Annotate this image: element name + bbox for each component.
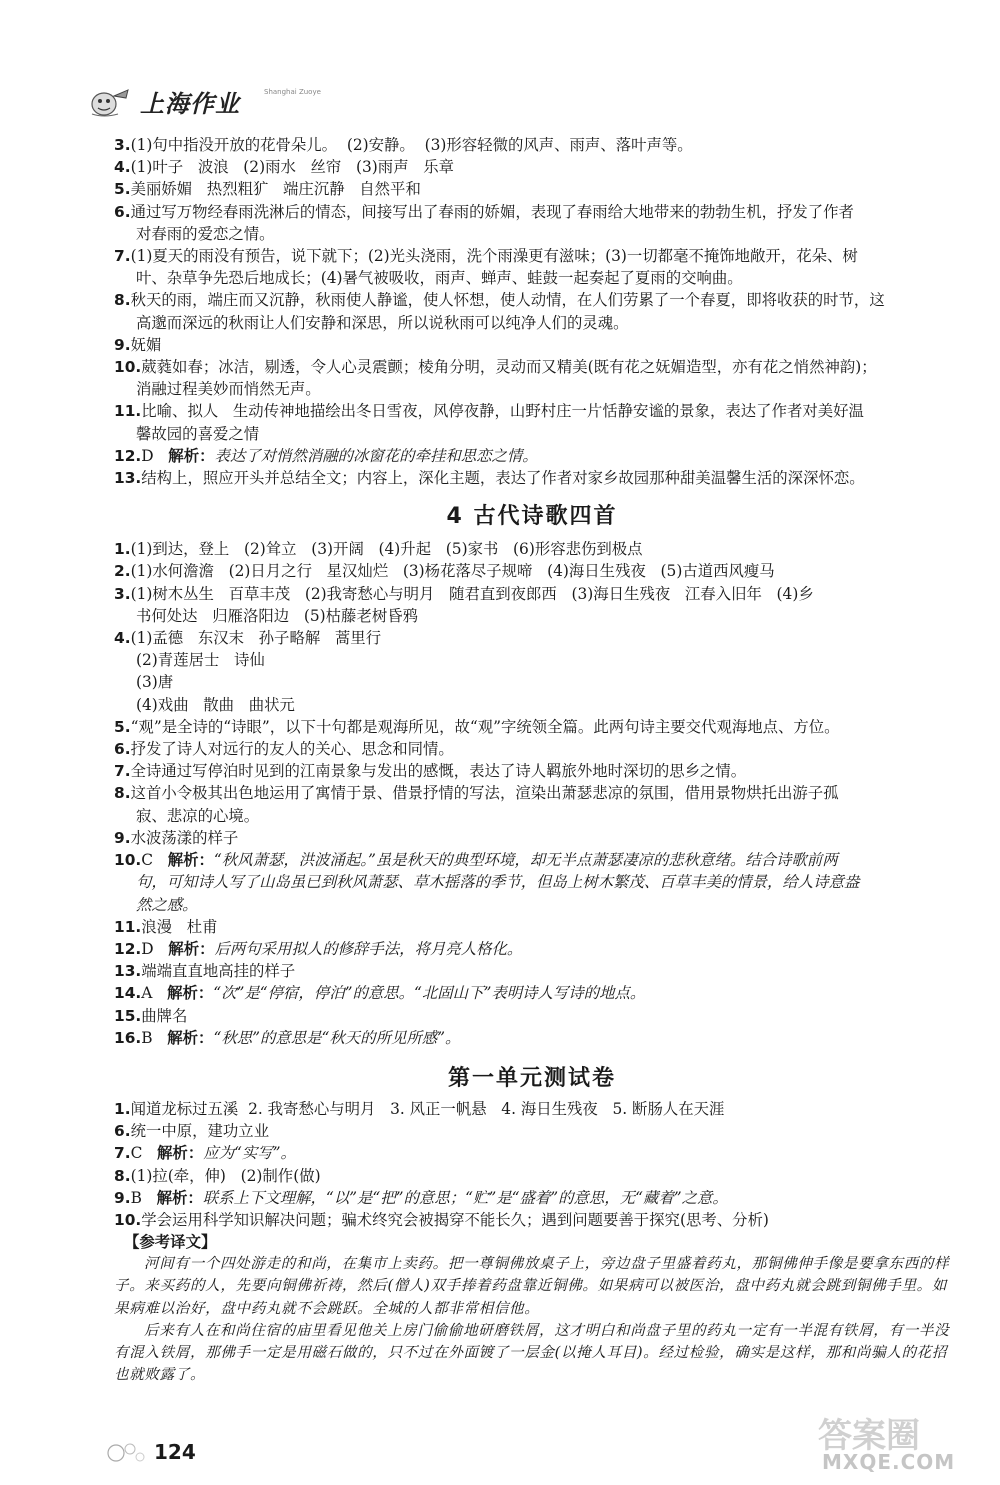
answer-item: 9.妩媚 [114,335,162,354]
answer-item: 6.抒发了诗人对远行的友人的关心、思念和同情。 [114,740,454,759]
answer-item: 10.C 解析：“秋风萧瑟，洪波涌起。”虽是秋天的典型环境，却无半点萧瑟凄凉的悲秋意绪。结合诗歌前两 [114,851,838,870]
answer-item: 3.(1)树木丛生 百草丰茂 (2)我寄愁心与明月 随君直到夜郎西 (3)海日生残夜 江春入旧年 (4)乡 [114,584,814,603]
answer-block-2 [114,538,950,849]
answer-item: 13.结构上，照应开头并总结全文；内容上，深化主题，表达了作者对家乡故园那种甜美温馨生活的深深怀恋。 [114,469,865,488]
answer-item: 7.(1)夏天的雨没有预告，说下就下；(2)光头浇雨，洗个雨澡更有滋味；(3)一切都毫不掩饰地敞开，花朵、树 [114,247,858,266]
watermark-text: 答案圈 [818,1416,920,1456]
section-title: 第一单元测试卷 [447,1065,616,1091]
answer-item: 12.D 解析：后两句采用拟人的修辞手法，将月亮人格化。 [114,939,523,958]
answer-item-continued: 馨故园的喜爱之情 [136,424,260,443]
answer-item: 1.(1)到达，登上 (2)耸立 (3)开阔 (4)升起 (5)家书 (6)形容悲伤到极点 [114,540,643,559]
answer-item-continued: 然之感。 [136,895,198,914]
brand-title: 上海作业 [140,90,240,118]
reference-paragraph: 河间有一个四处游走的和尚，在集市上卖药。把一尊铜佛放桌子上，旁边盘子里盛着药丸，那铜佛伸手像是要拿东西的样子。来买药的人，先要向铜佛祈祷，然后(僧人)双手捧着药盘靠近铜佛。如果病可以被医治，盘中药丸就会跳到铜佛手里。如果病难以治好，盘中药丸就不会跳跃。全城的人都非常相信他。 [114,1255,950,1317]
answer-item: 8.这首小令极其出色地运用了寓情于景、借景抒情的写法，渲染出萧瑟悲凉的氛围，借用景物烘托出游子孤 [114,784,839,803]
answer-item-continued: (4)戏曲 散曲 曲状元 [136,695,295,714]
answer-item-continued: 消融过程美妙而悄然无声。 [136,380,321,399]
answer-block-3 [114,1098,950,1142]
footer-decoration-icon [104,1440,152,1466]
answer-item-continued: 句，可知诗人写了山岛虽已到秋风萧瑟、草木摇落的季节，但岛上树木繁茂、百草丰美的情景，给人诗意盎 [136,873,860,892]
watermark-url: MXQE.COM [822,1450,956,1474]
answer-item: 10.学会运用科学知识解决问题；骗术终究会被揭穿不能长久；遇到问题要善于探究(思考、分析) [114,1210,769,1229]
answer-item-continued: 叶、杂草争先恐后地成长；(4)暑气被吸收，雨声、蝉声、蛙鼓一起奏起了夏雨的交响曲。 [136,269,743,288]
answer-block-1 [114,134,950,445]
answer-item: 6.通过写万物经春雨洗淋后的情态，间接写出了春雨的娇媚，表现了春雨给大地带来的勃勃生机，抒发了作者 [114,202,854,221]
reference-translation-title: 【参考译文】 [124,1233,217,1252]
reference-paragraph: 后来有人在和尚住宿的庙里看见他关上房门偷偷地研磨铁屑，这才明白和尚盘子里的药丸一定有一半混有铁屑，有一半没有混入铁屑，那佛手一定是用磁石做的，只不过在外面镀了一层金(以掩人耳目)。经过检验，确实是这样，那和尚骗人的花招也就败露了。 [114,1321,950,1384]
mascot-icon [88,84,134,118]
answer-item: 9.B 解析：联系上下文理解，“以”是“把”的意思；“贮”是“盛着”的意思，无“藏着”之意。 [114,1188,728,1207]
answer-content [114,134,950,1386]
answer-item: 8.秋天的雨，端庄而又沉静，秋雨使人静谧，使人怀想，使人动情，在人们劳累了一个春夏，即将收获的时节，这 [114,291,885,310]
answer-item: 3.(1)句中指没开放的花骨朵儿。 (2)安静。 (3)形容轻微的风声、雨声、落叶声等。 [114,136,693,154]
answer-item: 7.全诗通过写停泊时见到的江南景象与发出的感慨，表达了诗人羁旅外地时深切的思乡之情。 [114,762,747,781]
answer-item: 12.D 解析：表达了对悄然消融的冰窗花的牵挂和思恋之情。 [114,446,538,465]
watermark [798,1408,978,1478]
page-footer [104,1438,304,1468]
page-number: 124 [154,1440,196,1464]
answer-item-continued: 寂、悲凉的心境。 [136,806,260,825]
answer-item: 1.闻道龙标过五溪 2. 我寄愁心与明月 3. 风正一帆悬 4. 海日生残夜 5. 断肠人在天涯 [114,1099,725,1118]
page-header [88,80,388,120]
section-title: 4 古代诗歌四首 [446,504,618,530]
answer-item: 14.A 解析：“次”是“停宿，停泊”的意思。“北固山下”表明诗人写诗的地点。 [114,984,646,1003]
answer-item: 11.比喻、拟人 生动传神地描绘出冬日雪夜，风停夜静，山野村庄一片恬静安谧的景象，表达了作者对美好温 [114,402,864,421]
answer-item: 5.美丽娇媚 热烈粗犷 端庄沉静 自然平和 [114,180,421,199]
answer-item-continued: (2)青莲居士 诗仙 [136,651,265,670]
answer-item: 8.(1)拉(牵，伸) (2)制作(做) [114,1166,321,1185]
answer-item: 11.浪漫 杜甫 [114,917,218,936]
brand-subtitle: Shanghai Zuoye [264,88,321,96]
answer-item-continued: 高邈而深远的秋雨让人们安静和深思，所以说秋雨可以纯净人们的灵魂。 [136,313,629,332]
answer-item: 6.统一中原，建功立业 [114,1122,270,1141]
answer-item-continued: 对春雨的爱恋之情。 [136,224,275,243]
answer-item-continued: 书何处达 归雁洛阳边 (5)枯藤老树昏鸦 [136,606,419,625]
answer-item: 4.(1)孟德 东汉末 孙子略解 蒿里行 [114,629,382,648]
answer-item: 7.C 解析：应为“实写”。 [114,1144,296,1163]
answer-item: 13.端端直直地高挂的样子 [114,962,296,981]
answer-item: 9.水波荡漾的样子 [114,828,239,847]
answer-item: 2.(1)水何澹澹 (2)日月之行 星汉灿烂 (3)杨花落尽子规啼 (4)海日生残夜 (5)古道西风瘦马 [114,562,775,581]
answer-item: 4.(1)叶子 波浪 (2)雨水 丝帘 (3)雨声 乐章 [114,158,455,177]
answer-item: 5.“观”是全诗的“诗眼”，以下十句都是观海所见，故“观”字统领全篇。此两句诗主要交代观海地点、方位。 [114,717,840,736]
answer-item-continued: (3)唐 [136,673,174,692]
answer-item: 16.B 解析：“秋思”的意思是“秋天的所见所感”。 [114,1028,461,1047]
answer-item: 15.曲牌名 [114,1006,188,1025]
answer-item: 10.葳蕤如春；冰洁，剔透，令人心灵震颤；棱角分明，灵动而又精美(既有花之妩媚造型，亦有花之悄然神韵)； [114,358,877,377]
